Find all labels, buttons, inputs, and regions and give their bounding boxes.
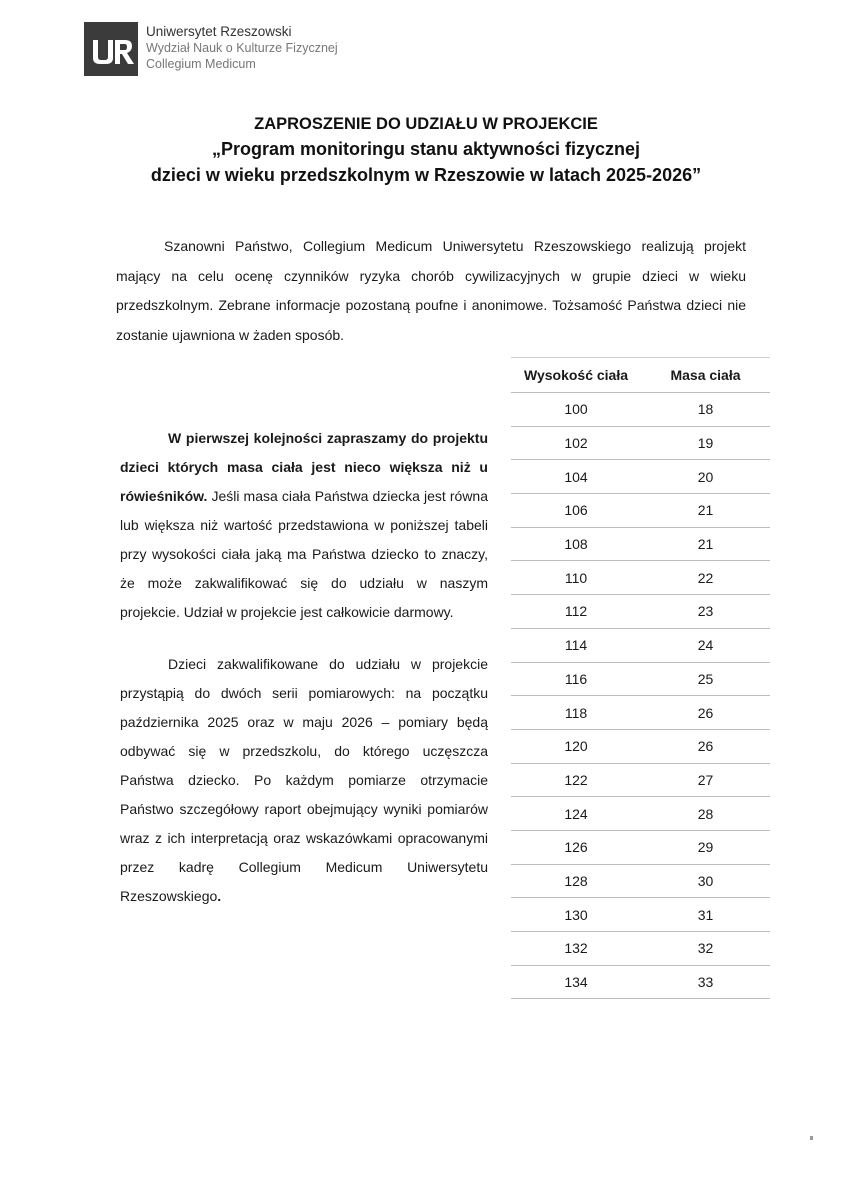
table-row — [511, 696, 770, 730]
height-weight-table — [511, 357, 770, 999]
height-cell: 100 — [564, 401, 588, 418]
height-cell: 106 — [564, 502, 588, 519]
table-row — [511, 865, 770, 899]
table-row — [511, 494, 770, 528]
height-cell: 130 — [564, 906, 588, 923]
faculty-name: Wydział Nauk o Kulturze Fizycznej — [146, 41, 338, 55]
title-line-1: ZAPROSZENIE DO UDZIAŁU W PROJEKCIE — [254, 115, 598, 133]
height-cell: 104 — [564, 468, 588, 485]
height-cell: 126 — [564, 839, 588, 856]
weight-cell: 20 — [697, 468, 714, 485]
weight-cell: 32 — [697, 940, 714, 957]
weight-cell: 22 — [697, 569, 714, 586]
height-cell: 108 — [564, 536, 588, 553]
college-name: Collegium Medicum — [146, 57, 256, 71]
weight-cell: 33 — [697, 974, 714, 991]
height-cell: 114 — [564, 637, 588, 654]
title-line-3: dzieci w wieku przedszkolnym w Rzeszowie w latach 2025-2026” — [150, 165, 702, 185]
height-cell: 120 — [564, 738, 588, 755]
height-cell: 116 — [564, 670, 588, 687]
table-header-row — [511, 357, 770, 393]
table-row — [511, 663, 770, 697]
institution-block — [146, 24, 338, 72]
table-row — [511, 764, 770, 798]
intro-paragraph — [116, 232, 746, 350]
weight-cell: 25 — [697, 670, 714, 687]
height-cell: 124 — [564, 805, 588, 822]
weight-cell: 26 — [697, 738, 714, 755]
height-cell: 122 — [564, 771, 588, 788]
weight-cell: 31 — [697, 906, 714, 923]
table-row — [511, 561, 770, 595]
weight-cell: 29 — [697, 839, 714, 856]
header-height: Wysokość ciała — [523, 367, 629, 383]
measurement-paragraph — [120, 650, 488, 911]
weight-cell: 21 — [697, 502, 714, 519]
table-row — [511, 730, 770, 764]
weight-cell: 24 — [697, 637, 714, 654]
title-line-2: „Program monitoringu stanu aktywności fizycznej — [211, 139, 641, 159]
table-row — [511, 932, 770, 966]
table-row — [511, 595, 770, 629]
weight-cell: 28 — [697, 805, 714, 822]
header-weight: Masa ciała — [670, 367, 741, 383]
height-cell: 132 — [564, 940, 588, 957]
table-row — [511, 629, 770, 663]
weight-cell: 18 — [697, 401, 714, 418]
table-row — [511, 460, 770, 494]
weight-cell: 23 — [697, 603, 714, 620]
height-cell: 128 — [564, 872, 588, 889]
height-cell: 118 — [564, 704, 588, 721]
height-cell: 112 — [564, 603, 588, 620]
table-row — [511, 393, 770, 427]
table-row — [511, 966, 770, 1000]
document-title — [0, 112, 852, 188]
measurement-text: Dzieci zakwalifikowane do udziału w projekcie przystąpią do dwóch serii pomiarowych: na początku października 2025 oraz w maju 2026 – pomiary będą odbywać się w przedszkolu, do którego uczęszcza Państwa dziecko. Po każdym pomiarze otrzymacie Państwo szczegółowy raport obejmujący wyniki pomiarów wraz z ich interpretacją oraz wskazówkami opracowanymi przez kadrę Collegium Medicum Uniwersytetu Rzeszowskiego — [120, 656, 488, 904]
weight-cell: 19 — [697, 435, 714, 452]
height-cell: 134 — [564, 974, 588, 991]
weight-cell: 26 — [697, 704, 714, 721]
university-name: Uniwersytet Rzeszowski — [146, 24, 292, 39]
scan-mark — [810, 1136, 813, 1140]
intro-text: Szanowni Państwo, Collegium Medicum Uniwersytetu Rzeszowskiego realizują projekt mający na celu ocenę czynników ryzyka chorób cywilizacyjnych w grupie dzieci w wieku przedszkolnym. Zebrane informacje pozostaną poufne i anonimowe. Tożsamość Państwa dzieci nie zostanie ujawniona w żaden sposób. — [116, 238, 746, 343]
table-row — [511, 797, 770, 831]
table-row — [511, 427, 770, 461]
height-cell: 102 — [564, 435, 588, 452]
weight-cell: 21 — [697, 536, 714, 553]
measurement-text-end: . — [217, 888, 222, 904]
ur-logo-icon — [84, 22, 138, 76]
height-cell: 110 — [564, 569, 588, 586]
weight-cell: 27 — [697, 771, 714, 788]
invitation-bold-text: W pierwszej kolejności zapraszamy do projektu dzieci których masa ciała jest nieco większa niż u rówieśników. — [120, 430, 488, 504]
invitation-text: Jeśli masa ciała Państwa dziecka jest równa lub większa niż wartość przedstawiona w poniższej tabeli przy wysokości ciała jaką ma Państwa dziecko to znaczy, że może zakwalifikować się do udziału w naszym projekcie. Udział w projekcie jest całkowicie darmowy. — [120, 488, 488, 620]
table-row — [511, 898, 770, 932]
table-row — [511, 528, 770, 562]
weight-cell: 30 — [697, 872, 714, 889]
table-row — [511, 831, 770, 865]
invitation-paragraph — [120, 424, 488, 627]
